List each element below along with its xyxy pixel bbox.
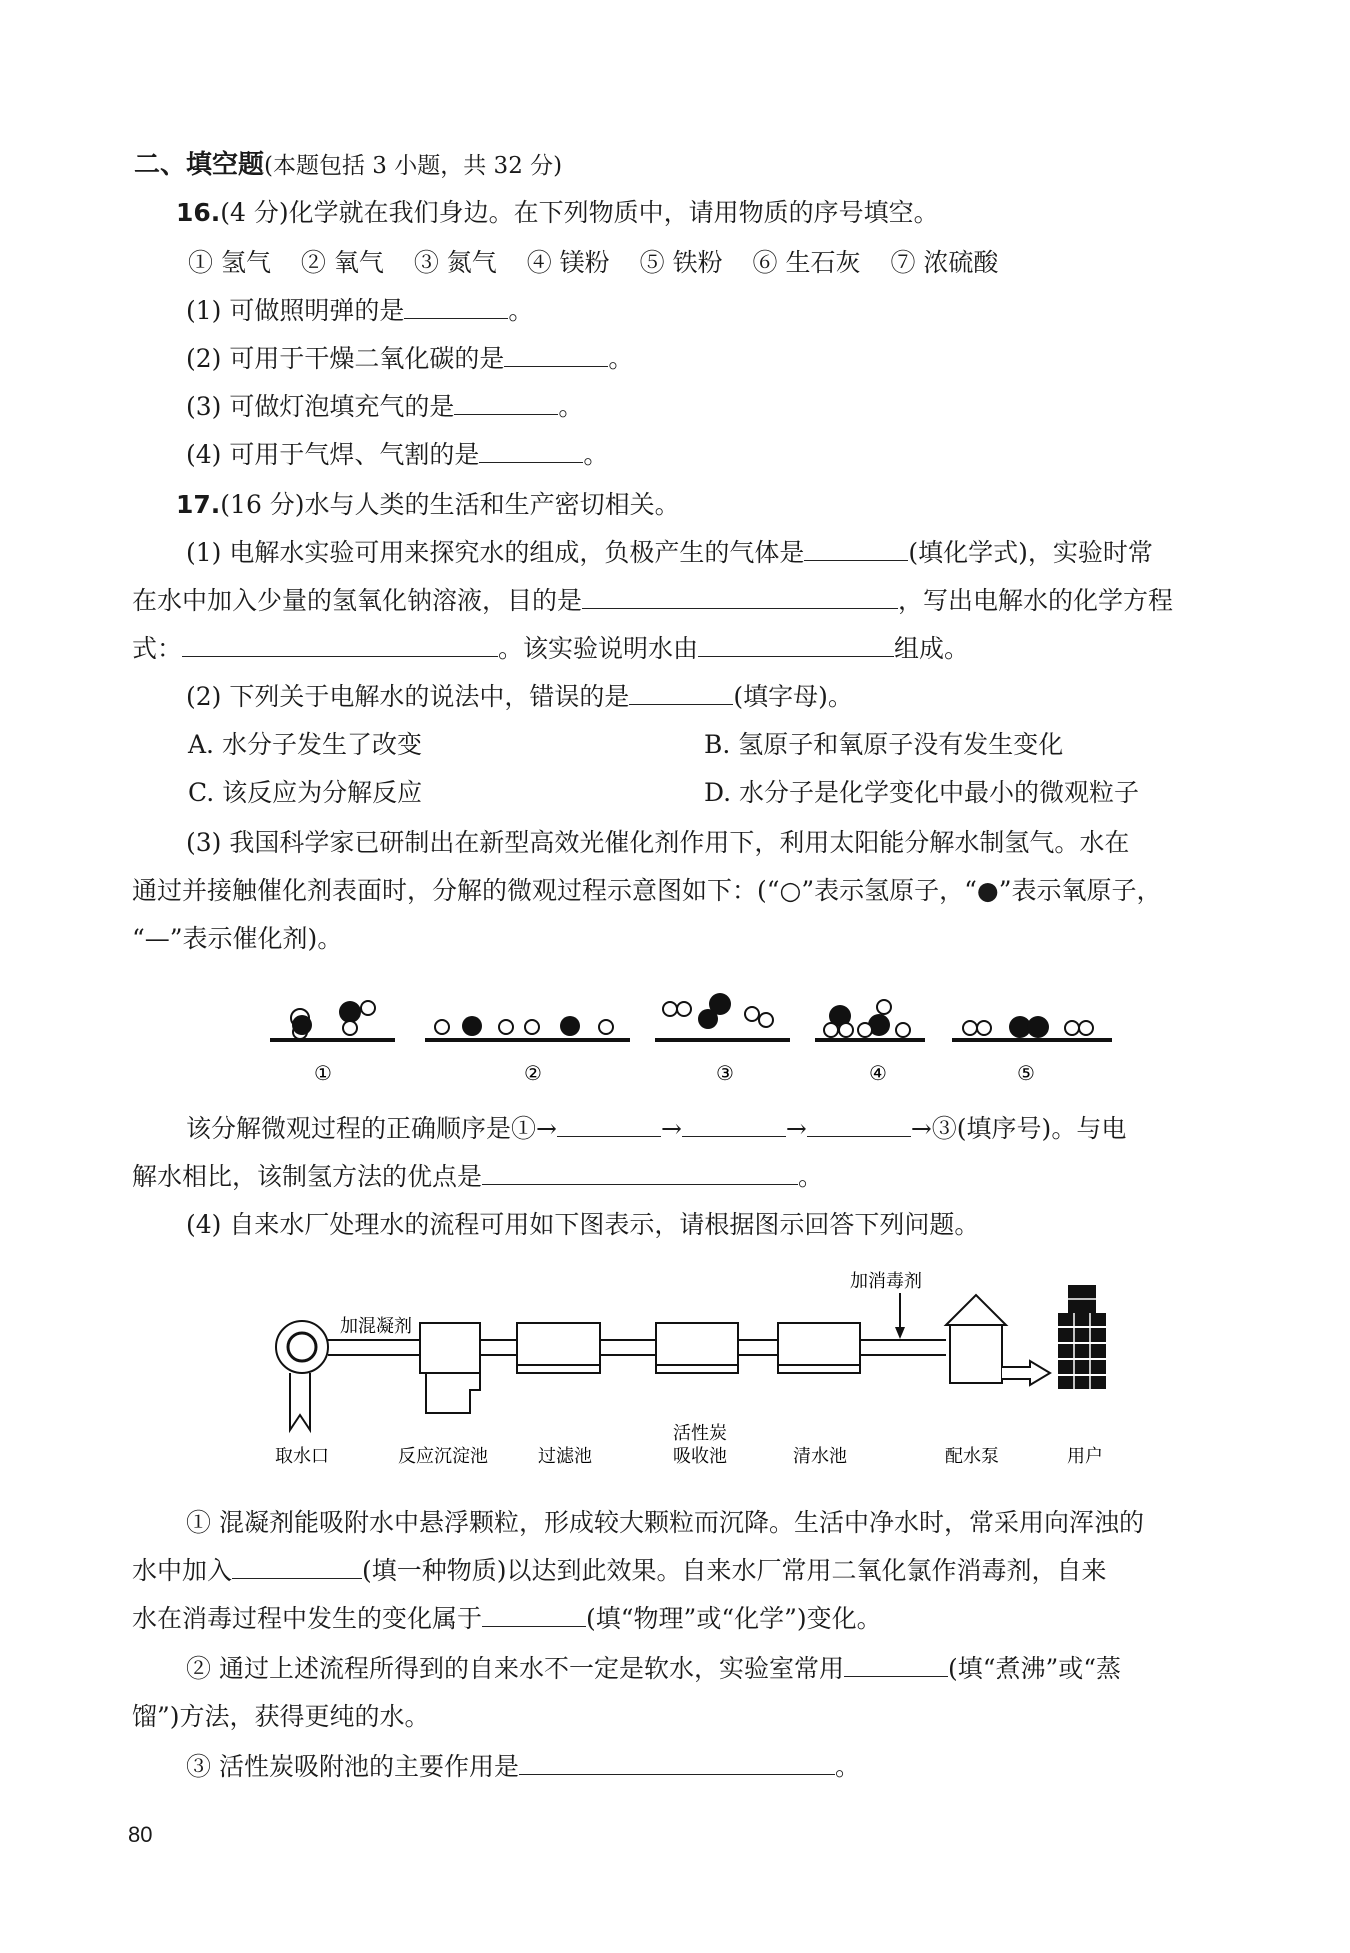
q16-option: ⑥ 生石灰 <box>752 248 861 277</box>
carbon-tank-icon <box>656 1323 738 1373</box>
text: (1) 电解水实验可用来探究水的组成，负极产生的气体是 <box>186 538 805 567</box>
answer-blank[interactable] <box>519 1752 835 1775</box>
q16-item-end: 。 <box>608 344 634 373</box>
q16-option: ① 氢气 <box>188 248 271 277</box>
q17-p4-s2-line2: 馏”)方法，获得更纯的水。 <box>132 1702 430 1731</box>
answer-blank[interactable] <box>454 392 558 415</box>
arrow: → <box>660 1114 682 1143</box>
intake-pump-icon <box>276 1321 328 1430</box>
answer-blank[interactable] <box>557 1114 661 1137</box>
q16-item-end: 。 <box>508 296 534 325</box>
q17-p1-line1 <box>186 536 1153 570</box>
user-building-icon <box>1058 1285 1106 1389</box>
q16-item-text: (2) 可用于干燥二氧化碳的是 <box>186 344 505 373</box>
step-2-graphic <box>425 1016 630 1040</box>
filter-tank-label: 过滤池 <box>538 1446 592 1467</box>
clear-tank-icon <box>778 1323 860 1373</box>
q17-p4-intro: (4) 自来水厂处理水的流程可用如下图表示，请根据图示回答下列问题。 <box>186 1210 980 1239</box>
text: ② 通过上述流程所得到的自来水不一定是软水，实验室常用 <box>186 1654 844 1683</box>
text: (2) 下列关于电解水的说法中，错误的是 <box>186 682 630 711</box>
arrow: → <box>785 1114 807 1143</box>
q17-choice-a: A. 水分子发生了改变 <box>188 730 422 759</box>
q16-option: ⑦ 浓硫酸 <box>890 248 999 277</box>
text: 式： <box>132 634 183 663</box>
text: (填化学式)，实验时常 <box>908 538 1153 567</box>
q16-stem <box>176 196 939 230</box>
q16-item-text: (3) 可做灯泡填充气的是 <box>186 392 455 421</box>
answer-blank[interactable] <box>479 440 583 463</box>
text: 。 <box>834 1752 860 1781</box>
answer-blank[interactable] <box>504 344 608 367</box>
reaction-tank-icon <box>420 1323 480 1413</box>
pump-house-icon <box>946 1295 1006 1383</box>
q16-intro: (4 分)化学就在我们身边。在下列物质中，请用物质的序号填空。 <box>220 198 939 227</box>
add-disinfectant-label: 加消毒剂 <box>850 1271 922 1292</box>
pump-label: 配水泵 <box>945 1446 999 1467</box>
text: 水中加入 <box>132 1556 233 1585</box>
text: 组成。 <box>894 634 970 663</box>
q17-p4-s2-line1 <box>186 1652 1121 1686</box>
q17-p1-line3 <box>132 632 969 666</box>
text: (填字母)。 <box>733 682 853 711</box>
outflow-arrow-icon <box>1002 1361 1050 1385</box>
q16-option: ② 氧气 <box>300 248 384 277</box>
step-label: ② <box>524 1061 542 1085</box>
text: (填“物理”或“化学”)变化。 <box>586 1604 882 1633</box>
step-3-graphic <box>655 993 790 1040</box>
q17-choice-c: C. 该反应为分解反应 <box>188 778 423 807</box>
user-label: 用户 <box>1067 1446 1103 1467</box>
text: ，写出电解水的化学方程 <box>898 586 1174 615</box>
step-label: ④ <box>869 1061 887 1085</box>
q16-item-1 <box>186 294 533 328</box>
q17-p2-stem <box>186 680 853 714</box>
q16-option: ④ 镁粉 <box>526 248 610 277</box>
text: 该分解微观过程的正确顺序是①→ <box>186 1114 557 1143</box>
step-4-graphic <box>815 1000 925 1040</box>
add-coagulant-label: 加混凝剂 <box>340 1316 412 1337</box>
q17-number: 17. <box>176 490 221 519</box>
answer-blank[interactable] <box>182 634 498 657</box>
q16-item-text: (1) 可做照明弹的是 <box>186 296 405 325</box>
disinfectant-arrow-icon <box>895 1293 905 1339</box>
q17-p4-s1-line2 <box>132 1554 1107 1588</box>
step-5-graphic <box>952 1016 1112 1040</box>
step-label: ⑤ <box>1017 1061 1035 1085</box>
answer-blank[interactable] <box>682 1114 786 1137</box>
q16-item-4 <box>186 438 608 472</box>
answer-blank[interactable] <box>698 634 894 657</box>
catalyst-process-diagram <box>260 980 1120 1090</box>
q17-p4-s1-line1: ① 混凝剂能吸附水中悬浮颗粒，形成较大颗粒而沉降。生活中净水时，常采用向浑浊的 <box>186 1508 1144 1537</box>
answer-blank[interactable] <box>582 586 898 609</box>
filter-tank-icon <box>517 1323 600 1373</box>
q16-number: 16. <box>176 198 221 227</box>
q17-intro: (16 分)水与人类的生活和生产密切相关。 <box>220 490 680 519</box>
q16-option: ③ 氮气 <box>413 248 497 277</box>
answer-blank[interactable] <box>807 1114 911 1137</box>
clear-tank-label: 清水池 <box>793 1446 847 1467</box>
q17-p3-advantage <box>132 1160 823 1194</box>
q16-item-3 <box>186 390 583 424</box>
text: 在水中加入少量的氢氧化钠溶液，目的是 <box>132 586 583 615</box>
q16-item-end: 。 <box>558 392 584 421</box>
text: 。 <box>798 1162 824 1191</box>
carbon-tank-label: 活性炭 <box>673 1423 727 1444</box>
q17-choice-b: B. 氢原子和氧原子没有发生变化 <box>704 730 1064 759</box>
text: (填“煮沸”或“蒸 <box>947 1654 1122 1683</box>
text: 。该实验说明水由 <box>498 634 699 663</box>
q16-item-text: (4) 可用于气焊、气割的是 <box>186 440 480 469</box>
q17-p3-order <box>186 1112 1126 1146</box>
q17-p4-s3 <box>186 1750 860 1784</box>
answer-blank[interactable] <box>232 1556 362 1579</box>
q16-item-end: 。 <box>583 440 609 469</box>
answer-blank[interactable] <box>482 1162 798 1185</box>
answer-blank[interactable] <box>804 538 908 561</box>
answer-blank[interactable] <box>404 296 508 319</box>
section-note: (本题包括 3 小题，共 32 分) <box>264 153 563 179</box>
section-heading <box>134 148 562 183</box>
q17-choice-d: D. 水分子是化学变化中最小的微观粒子 <box>704 778 1140 807</box>
page-number: 80 <box>128 1822 153 1847</box>
text: (填一种物质)以达到此效果。自来水厂常用二氧化氯作消毒剂，自来 <box>362 1556 1107 1585</box>
water-treatment-diagram <box>260 1265 1120 1480</box>
q17-p4-s1-line3 <box>132 1602 882 1636</box>
section-title: 二、填空题 <box>134 150 265 180</box>
q16-options <box>188 246 1020 280</box>
q17-p1-line2 <box>132 584 1173 618</box>
step-1-graphic <box>270 1001 395 1040</box>
answer-blank[interactable] <box>629 682 733 705</box>
q16-item-2 <box>186 342 633 376</box>
text: 解水相比，该制氢方法的优点是 <box>132 1162 483 1191</box>
q17-p3-line2: 通过并接触催化剂表面时，分解的微观过程示意图如下：(“○”表示氢原子，“●”表示氧原子， <box>132 876 1162 905</box>
step-label: ① <box>314 1061 332 1085</box>
text: ③ 活性炭吸附池的主要作用是 <box>186 1752 519 1781</box>
answer-blank[interactable] <box>844 1654 948 1677</box>
text: 水在消毒过程中发生的变化属于 <box>132 1604 483 1633</box>
step-label: ③ <box>716 1061 734 1085</box>
answer-blank[interactable] <box>482 1604 586 1627</box>
intake-label: 取水口 <box>275 1446 329 1467</box>
reaction-tank-label: 反应沉淀池 <box>398 1446 488 1467</box>
q17-p3-line1: (3) 我国科学家已研制出在新型高效光催化剂作用下，利用太阳能分解水制氢气。水在 <box>186 828 1130 857</box>
q16-option: ⑤ 铁粉 <box>639 248 723 277</box>
carbon-tank-label: 吸收池 <box>673 1446 727 1467</box>
text: →③(填序号)。与电 <box>910 1114 1127 1143</box>
q17-stem <box>176 488 680 522</box>
q17-p3-line3: “—”表示催化剂)。 <box>132 924 343 953</box>
